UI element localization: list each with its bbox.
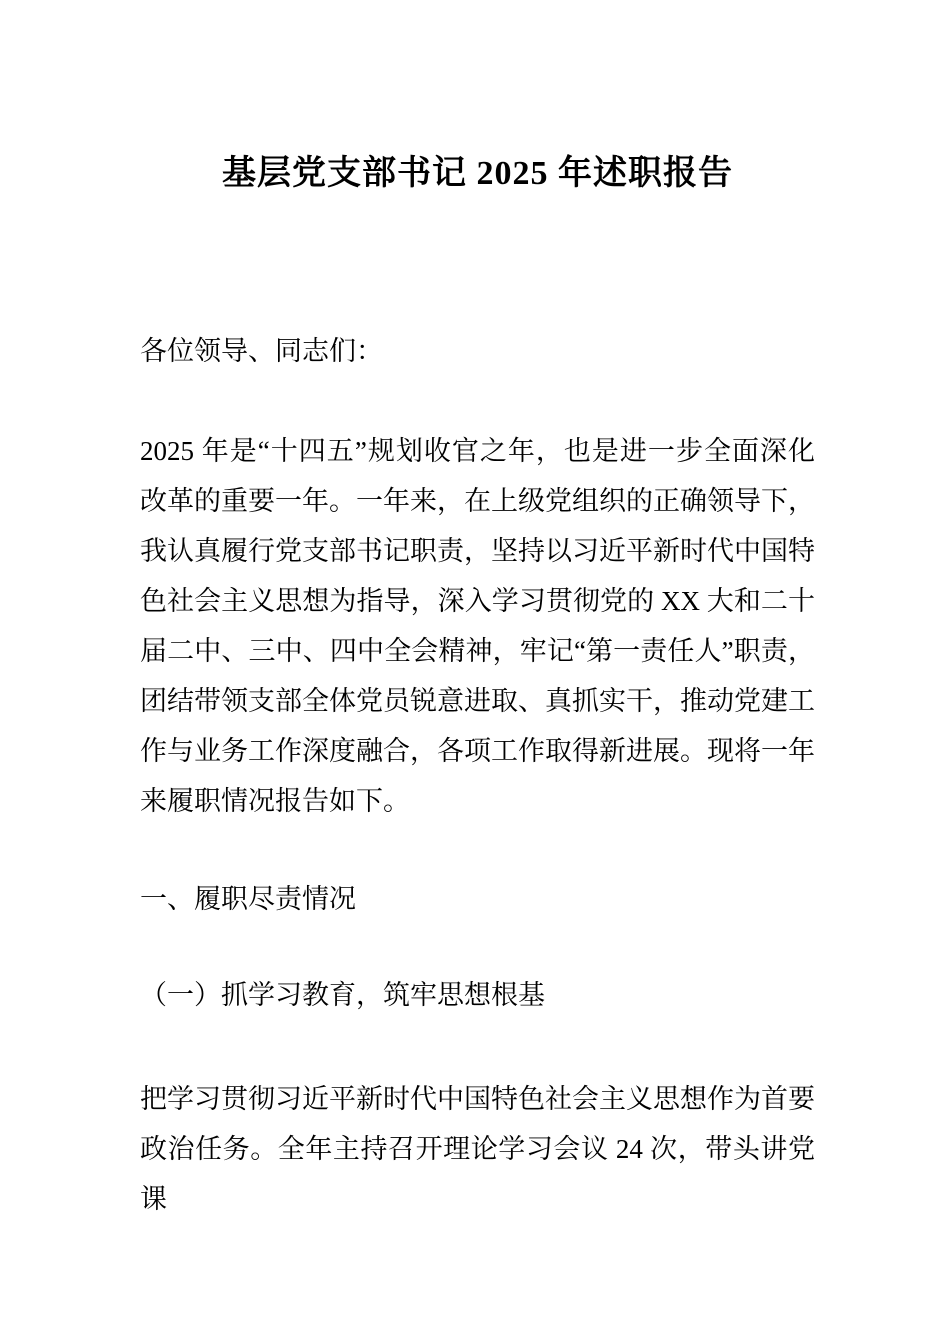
document-title: 基层党支部书记 2025 年述职报告	[222, 155, 733, 192]
section-1-heading: 一、履职尽责情况	[140, 884, 356, 914]
subsection-1-1-heading: （一）抓学习教育，筑牢思想根基	[140, 980, 545, 1010]
body-paragraph-learning-education: 把学习贯彻习近平新时代中国特色社会主义思想作为首要政治任务。全年主持召开理论学习会议 24 次，带头讲党课	[140, 1084, 815, 1214]
intro-paragraph: 2025 年是“十四五”规划收官之年，也是进一步全面深化改革的重要一年。一年来，在上级党组织的正确领导下，我认真履行党支部书记职责，坚持以习近平新时代中国特色社会主义思想为指导，深入学习贯彻党的 XX 大和二十届二中、三中、四中全会精神，牢记“第一责任人”职责，团结带领支部全体党员锐意进取、真抓实干，推动党建工作与业务工作深度融合，各项工作取得新进展。现将一年来履职情况报告如下。	[140, 436, 815, 816]
salutation-line: 各位领导、同志们：	[140, 336, 383, 366]
